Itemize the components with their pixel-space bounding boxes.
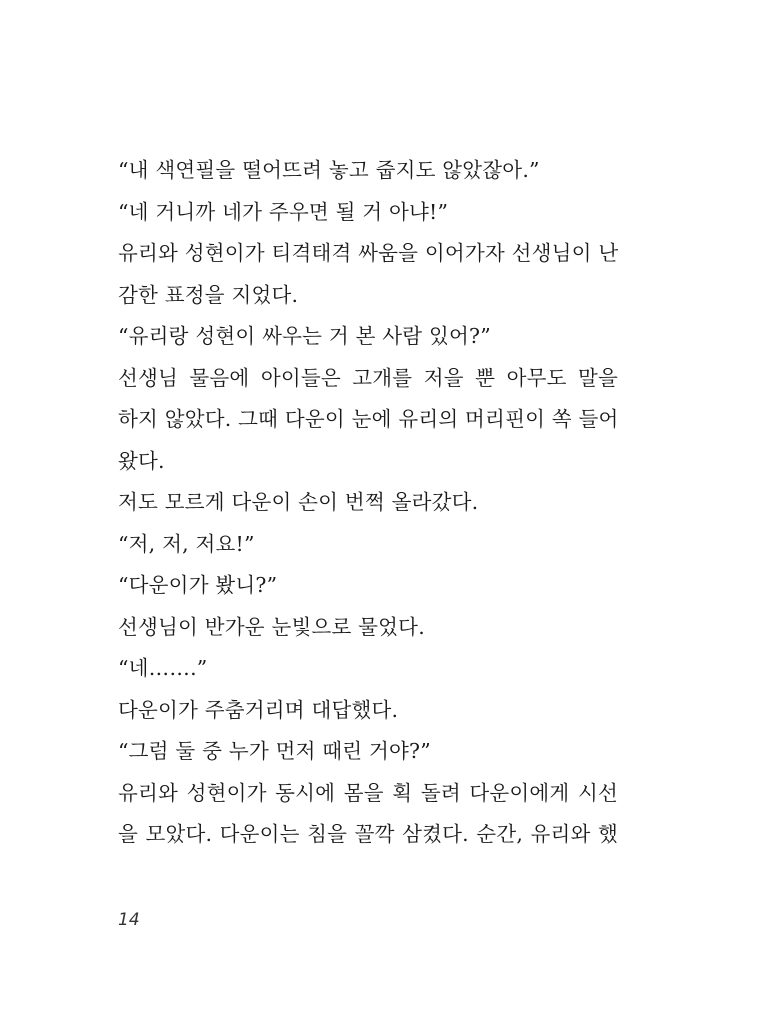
text-line: “유리랑 성현이 싸우는 거 본 사람 있어?” bbox=[118, 324, 491, 348]
text-line: 유리와 성현이가 동시에 몸을 획 돌려 다운이에게 시선 bbox=[118, 780, 618, 805]
text-line: “내 색연필을 떨어뜨려 놓고 줍지도 않았잖아.” bbox=[118, 158, 540, 182]
text-line: “네…….” bbox=[118, 656, 208, 680]
text-line: “네 거니까 네가 주우면 될 거 아냐!” bbox=[118, 199, 449, 224]
text-line: 선생님이 반가운 눈빛으로 물었다. bbox=[118, 614, 425, 639]
text-line: “그럼 둘 중 누가 먼저 때린 거야?” bbox=[118, 739, 431, 763]
text-line: 하지 않았다. 그때 다운이 눈에 유리의 머리핀이 쏙 들어 bbox=[118, 407, 619, 431]
text-line: 감한 표정을 지었다. bbox=[118, 282, 299, 307]
page-number: 14 bbox=[118, 910, 140, 930]
text-line: 을 모았다. 다운이는 침을 꼴깍 삼켰다. 순간, 유리와 했 bbox=[118, 822, 618, 846]
text-line: 다운이가 주춤거리며 대답했다. bbox=[118, 697, 399, 722]
text-line: 선생님 물음에 아이들은 고개를 저을 뿐 아무도 말을 bbox=[118, 365, 618, 390]
text-line: 저도 모르게 다운이 손이 번쩍 올라갔다. bbox=[118, 490, 479, 514]
text-line: “다운이가 봤니?” bbox=[118, 573, 278, 597]
text-line: “저, 저, 저요!” bbox=[118, 531, 255, 556]
text-line: 왔다. bbox=[118, 448, 165, 473]
text-line: 유리와 성현이가 티격태격 싸움을 이어가자 선생님이 난 bbox=[118, 241, 619, 265]
body-text bbox=[118, 150, 618, 856]
